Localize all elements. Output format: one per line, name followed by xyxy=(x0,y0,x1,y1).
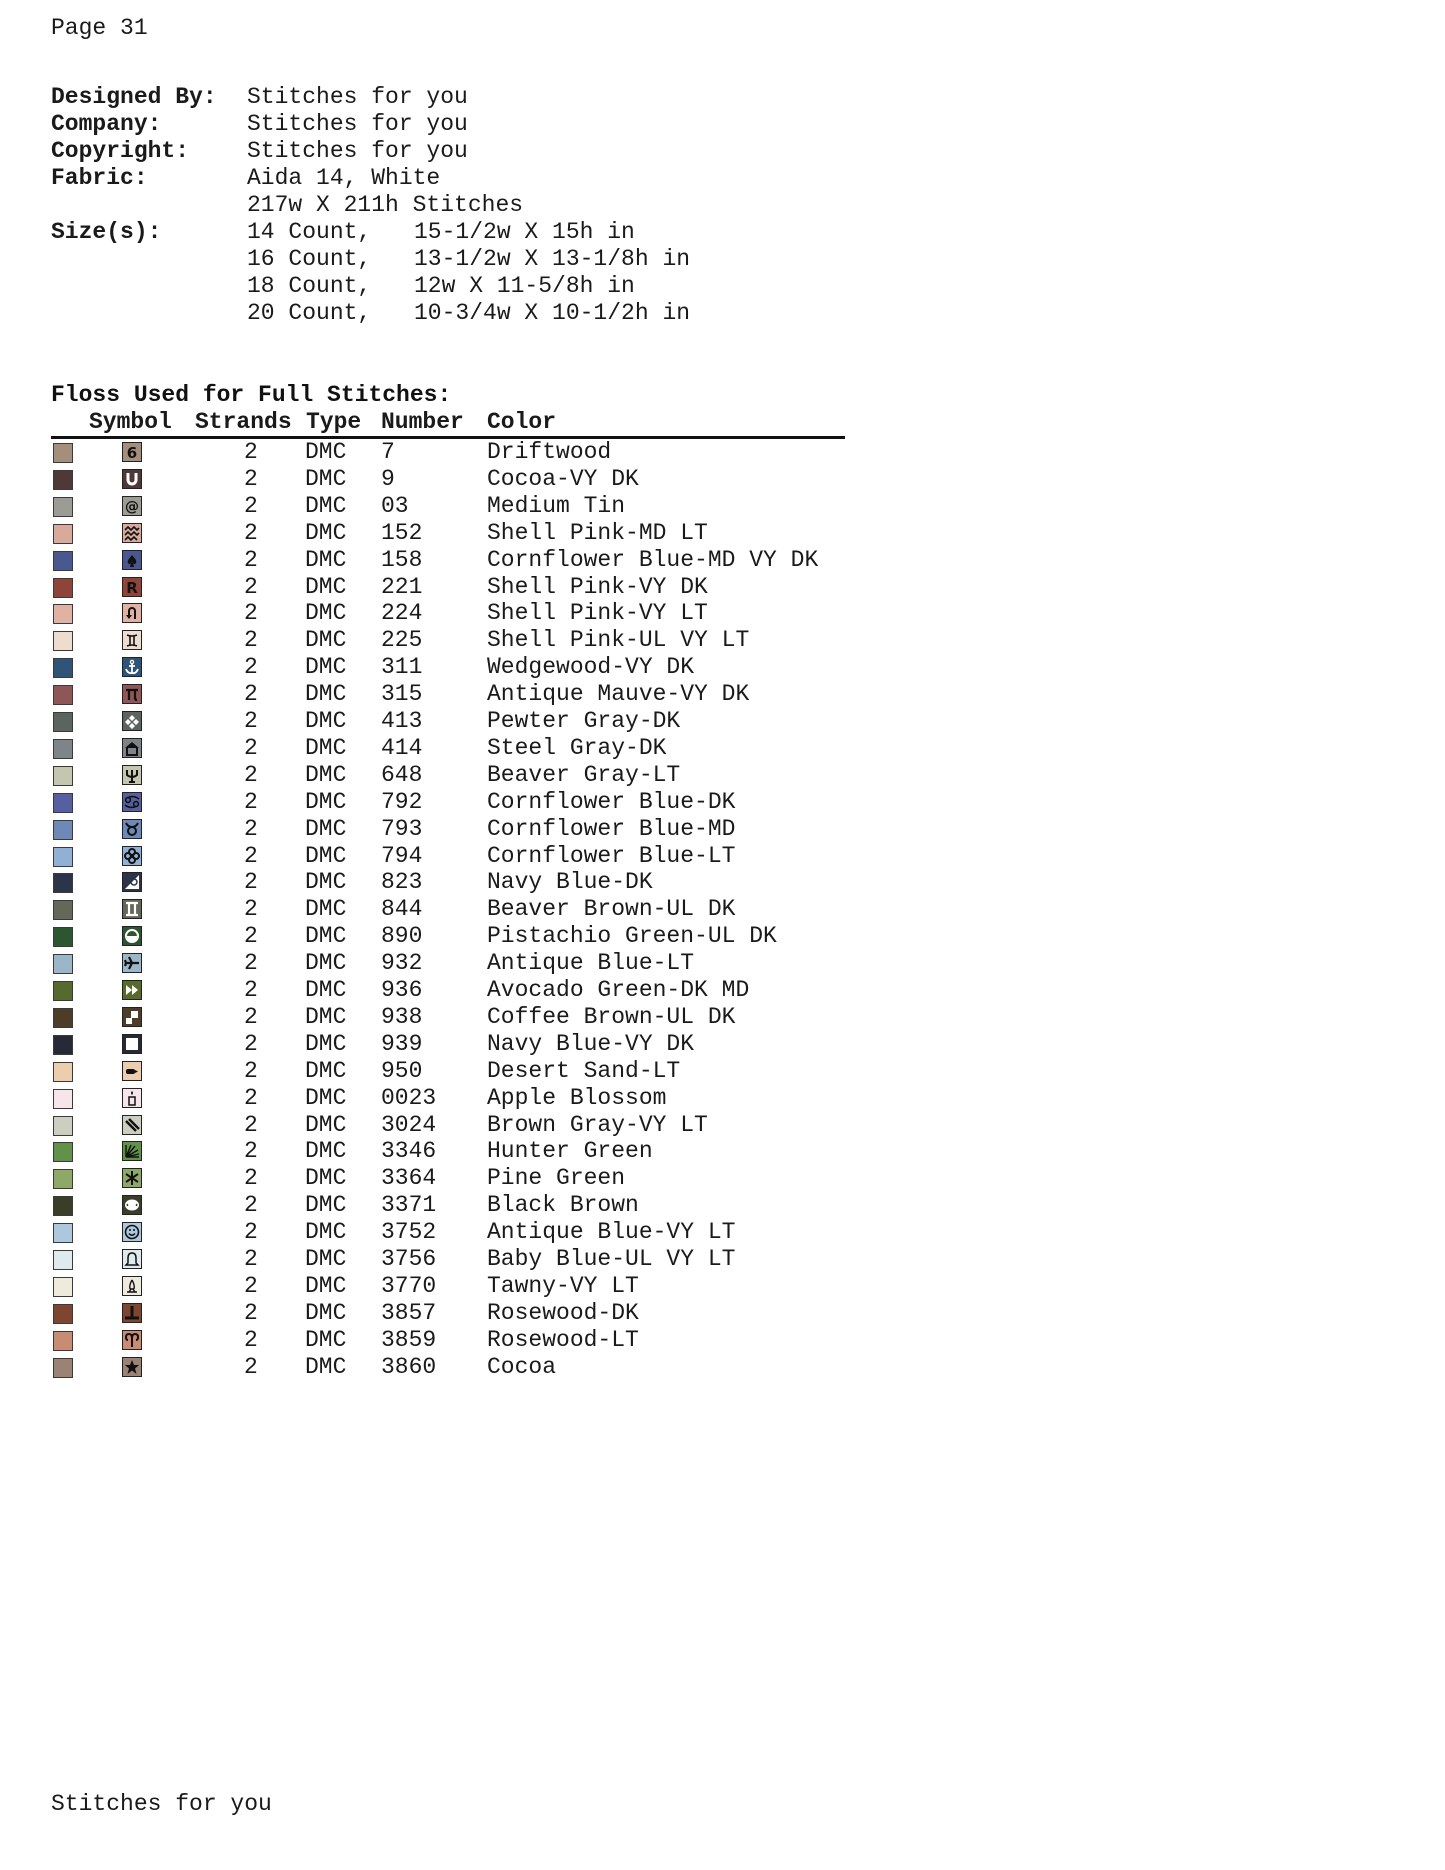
number-cell: 3024 xyxy=(381,1111,437,1138)
floss-row xyxy=(0,1085,900,1112)
color-swatch xyxy=(53,470,73,490)
column-header-type: Type xyxy=(306,409,362,435)
floss-row xyxy=(0,977,900,1004)
color-swatch xyxy=(53,739,73,759)
floss-row xyxy=(0,923,900,950)
color-name-cell: Cocoa xyxy=(487,1353,557,1380)
color-name-cell: Navy Blue-VY DK xyxy=(487,1030,695,1057)
floss-row xyxy=(0,1058,900,1085)
type-cell: DMC xyxy=(305,1219,347,1246)
type-cell: DMC xyxy=(305,950,347,977)
color-swatch xyxy=(53,900,73,920)
number-cell: 3346 xyxy=(381,1138,437,1165)
company-label: Company: xyxy=(51,111,162,137)
number-cell: 224 xyxy=(381,600,423,627)
number-cell: 3364 xyxy=(381,1165,437,1192)
floss-row xyxy=(0,762,900,789)
type-cell: DMC xyxy=(305,1111,347,1138)
color-swatch xyxy=(53,1089,73,1109)
number-cell: 413 xyxy=(381,708,423,734)
number-cell: 950 xyxy=(381,1057,423,1084)
inverted-t-icon xyxy=(122,1303,142,1323)
strands-cell: 2 xyxy=(244,734,258,761)
strands-cell: 2 xyxy=(244,492,258,519)
color-swatch xyxy=(53,712,73,732)
copyright-row xyxy=(51,138,751,165)
type-cell: DMC xyxy=(305,600,347,627)
strands-cell: 2 xyxy=(244,1165,258,1192)
quatrefoil-icon xyxy=(122,846,142,866)
size-row xyxy=(51,273,751,300)
color-name-cell: Rosewood-DK xyxy=(487,1299,639,1326)
floss-row xyxy=(0,520,900,547)
strands-cell: 2 xyxy=(244,708,258,734)
strands-cell: 2 xyxy=(244,977,258,1003)
letter-r-icon xyxy=(122,577,142,597)
floss-section-title: Floss Used for Full Stitches: xyxy=(51,382,452,408)
fast-forward-icon xyxy=(122,980,142,1000)
color-name-cell: Medium Tin xyxy=(487,492,626,519)
copyright-label: Copyright: xyxy=(51,138,190,164)
color-swatch xyxy=(53,1223,73,1243)
gemini-icon xyxy=(122,899,142,919)
type-cell: DMC xyxy=(305,1003,347,1030)
fabric-label: Fabric: xyxy=(51,165,148,191)
number-cell: 225 xyxy=(381,627,423,654)
strands-cell: 2 xyxy=(244,654,258,681)
color-name-cell: Cocoa-VY DK xyxy=(487,465,639,492)
floss-row xyxy=(0,654,900,681)
type-cell: DMC xyxy=(305,546,347,573)
floss-row xyxy=(0,1273,900,1300)
color-name-cell: Navy Blue-DK xyxy=(487,869,653,896)
strands-cell: 2 xyxy=(244,950,258,977)
type-cell: DMC xyxy=(305,439,347,465)
strands-cell: 2 xyxy=(244,1353,258,1380)
floss-row xyxy=(0,1004,900,1031)
type-cell: DMC xyxy=(305,573,347,600)
color-name-cell: Pewter Gray-DK xyxy=(487,708,681,734)
type-cell: DMC xyxy=(305,1326,347,1353)
color-name-cell: Shell Pink-MD LT xyxy=(487,519,708,546)
color-swatch xyxy=(53,524,73,544)
strands-cell: 2 xyxy=(244,1326,258,1353)
strands-cell: 2 xyxy=(244,1003,258,1030)
strands-cell: 2 xyxy=(244,681,258,708)
type-cell: DMC xyxy=(305,492,347,519)
color-swatch xyxy=(53,578,73,598)
size-count: 14 Count, xyxy=(247,219,372,245)
color-swatch xyxy=(53,927,73,947)
color-name-cell: Pistachio Green-UL DK xyxy=(487,923,777,950)
floss-row xyxy=(0,547,900,574)
candle-icon xyxy=(122,1088,142,1108)
strands-cell: 2 xyxy=(244,1057,258,1084)
number-cell: 221 xyxy=(381,573,423,600)
floss-row xyxy=(0,843,900,870)
color-swatch xyxy=(53,631,73,651)
star-icon xyxy=(122,1357,142,1377)
size-dimensions: 13-1/2w X 13-1/8h in xyxy=(414,246,691,272)
color-name-cell: Black Brown xyxy=(487,1192,639,1219)
fabric-row xyxy=(51,165,751,192)
number-cell: 793 xyxy=(381,815,423,842)
color-name-cell: Steel Gray-DK xyxy=(487,734,667,761)
floss-row xyxy=(0,1354,900,1381)
gemini-small-icon xyxy=(122,630,142,650)
size-count: 20 Count, xyxy=(247,300,372,326)
number-cell: 3770 xyxy=(381,1272,437,1299)
type-cell: DMC xyxy=(305,465,347,492)
color-name-cell: Avocado Green-DK MD xyxy=(487,977,750,1003)
airplane-icon xyxy=(122,953,142,973)
type-cell: DMC xyxy=(305,815,347,842)
number-cell: 0023 xyxy=(381,1084,437,1111)
designed-by-row xyxy=(51,84,751,111)
digit-6-icon xyxy=(122,442,142,462)
at-sign-icon xyxy=(122,496,142,516)
company-value: Stitches for you xyxy=(247,111,468,137)
type-cell: DMC xyxy=(305,788,347,815)
color-name-cell: Wedgewood-VY DK xyxy=(487,654,695,681)
spade-icon xyxy=(122,550,142,570)
strands-cell: 2 xyxy=(244,869,258,896)
type-cell: DMC xyxy=(305,842,347,869)
type-cell: DMC xyxy=(305,977,347,1003)
floss-row xyxy=(0,574,900,601)
floss-row xyxy=(0,1192,900,1219)
floss-row xyxy=(0,869,900,896)
floss-row xyxy=(0,1327,900,1354)
floss-row xyxy=(0,1300,900,1327)
type-cell: DMC xyxy=(305,1165,347,1192)
number-cell: 938 xyxy=(381,1003,423,1030)
floss-row xyxy=(0,1246,900,1273)
floss-row xyxy=(0,1031,900,1058)
number-cell: 823 xyxy=(381,869,423,896)
size-dimensions: 10-3/4w X 10-1/2h in xyxy=(414,300,691,326)
strands-cell: 2 xyxy=(244,1192,258,1219)
type-cell: DMC xyxy=(305,761,347,788)
floss-row xyxy=(0,681,900,708)
column-header-strands: Strands xyxy=(195,409,292,435)
strands-cell: 2 xyxy=(244,1299,258,1326)
floss-row xyxy=(0,896,900,923)
designed-by-value: Stitches for you xyxy=(247,84,468,110)
floss-row xyxy=(0,439,900,466)
type-cell: DMC xyxy=(305,1353,347,1380)
color-swatch xyxy=(53,443,73,463)
color-swatch xyxy=(53,873,73,893)
number-cell: 648 xyxy=(381,761,423,788)
color-swatch xyxy=(53,1304,73,1324)
sizes-label: Size(s): xyxy=(51,219,162,245)
floss-row xyxy=(0,1165,900,1192)
color-swatch xyxy=(53,1116,73,1136)
type-cell: DMC xyxy=(305,627,347,654)
floss-row xyxy=(0,627,900,654)
type-cell: DMC xyxy=(305,896,347,923)
number-cell: 7 xyxy=(381,439,395,465)
strands-cell: 2 xyxy=(244,519,258,546)
floss-row xyxy=(0,789,900,816)
color-name-cell: Shell Pink-VY DK xyxy=(487,573,708,600)
number-cell: 3752 xyxy=(381,1219,437,1246)
number-cell: 03 xyxy=(381,492,409,519)
color-swatch xyxy=(53,604,73,624)
number-cell: 9 xyxy=(381,465,395,492)
size-row xyxy=(51,219,751,246)
column-header-number: Number xyxy=(381,409,464,435)
color-swatch xyxy=(53,1277,73,1297)
floss-row xyxy=(0,466,900,493)
strands-cell: 2 xyxy=(244,439,258,465)
anchor-icon xyxy=(122,657,142,677)
color-swatch xyxy=(53,1008,73,1028)
type-cell: DMC xyxy=(305,519,347,546)
color-name-cell: Coffee Brown-UL DK xyxy=(487,1003,736,1030)
color-name-cell: Beaver Brown-UL DK xyxy=(487,896,736,923)
stitches-row xyxy=(51,192,751,219)
number-cell: 152 xyxy=(381,519,423,546)
color-name-cell: Shell Pink-UL VY LT xyxy=(487,627,750,654)
type-cell: DMC xyxy=(305,708,347,734)
pi-icon xyxy=(122,684,142,704)
color-swatch xyxy=(53,497,73,517)
color-name-cell: Pine Green xyxy=(487,1165,626,1192)
aries-icon xyxy=(122,1330,142,1350)
strands-cell: 2 xyxy=(244,465,258,492)
size-dimensions: 12w X 11-5/8h in xyxy=(414,273,635,299)
number-cell: 794 xyxy=(381,842,423,869)
color-name-cell: Driftwood xyxy=(487,439,612,465)
strands-cell: 2 xyxy=(244,573,258,600)
color-swatch xyxy=(53,1035,73,1055)
size-dimensions: 15-1/2w X 15h in xyxy=(414,219,635,245)
color-swatch xyxy=(53,1358,73,1378)
type-cell: DMC xyxy=(305,1030,347,1057)
number-cell: 158 xyxy=(381,546,423,573)
floss-row xyxy=(0,950,900,977)
floss-row xyxy=(0,708,900,735)
color-name-cell: Apple Blossom xyxy=(487,1084,667,1111)
psi-icon xyxy=(122,765,142,785)
strands-cell: 2 xyxy=(244,1138,258,1165)
color-swatch xyxy=(53,954,73,974)
column-header-color: Color xyxy=(487,409,557,435)
strands-cell: 2 xyxy=(244,1246,258,1272)
strands-cell: 2 xyxy=(244,761,258,788)
size-count: 16 Count, xyxy=(247,246,372,272)
strands-cell: 2 xyxy=(244,788,258,815)
size-row xyxy=(51,300,751,327)
color-swatch xyxy=(53,793,73,813)
floss-row xyxy=(0,816,900,843)
strands-cell: 2 xyxy=(244,1084,258,1111)
type-cell: DMC xyxy=(305,1299,347,1326)
designed-by-label: Designed By: xyxy=(51,84,217,110)
color-name-cell: Cornflower Blue-LT xyxy=(487,842,736,869)
strands-cell: 2 xyxy=(244,1030,258,1057)
number-cell: 3859 xyxy=(381,1326,437,1353)
svg-text:R: R xyxy=(126,578,138,595)
white-square-icon xyxy=(122,1034,142,1054)
type-cell: DMC xyxy=(305,1084,347,1111)
smiley-icon xyxy=(122,1222,142,1242)
number-cell: 792 xyxy=(381,788,423,815)
floss-row xyxy=(0,1112,900,1139)
color-swatch xyxy=(53,658,73,678)
floss-row xyxy=(0,735,900,762)
color-swatch xyxy=(53,847,73,867)
floss-row xyxy=(0,1138,900,1165)
strands-cell: 2 xyxy=(244,1219,258,1246)
double-slash-icon xyxy=(122,1115,142,1135)
number-cell: 844 xyxy=(381,896,423,923)
color-swatch xyxy=(53,1250,73,1270)
strands-cell: 2 xyxy=(244,546,258,573)
type-cell: DMC xyxy=(305,654,347,681)
color-name-cell: Antique Blue-LT xyxy=(487,950,695,977)
strands-cell: 2 xyxy=(244,600,258,627)
number-cell: 936 xyxy=(381,977,423,1003)
color-name-cell: Cornflower Blue-MD VY DK xyxy=(487,546,819,573)
svg-text:6: 6 xyxy=(126,444,138,460)
strands-cell: 2 xyxy=(244,815,258,842)
number-cell: 315 xyxy=(381,681,423,708)
u-shape-icon xyxy=(122,469,142,489)
diamonds-icon xyxy=(122,711,142,731)
type-cell: DMC xyxy=(305,1057,347,1084)
squares-icon xyxy=(122,1007,142,1027)
floss-row xyxy=(0,493,900,520)
type-cell: DMC xyxy=(305,1138,347,1165)
vase-icon xyxy=(122,1276,142,1296)
house-icon xyxy=(122,738,142,758)
aquarius-icon xyxy=(122,523,142,543)
color-name-cell: Hunter Green xyxy=(487,1138,653,1165)
number-cell: 414 xyxy=(381,734,423,761)
number-cell: 890 xyxy=(381,923,423,950)
color-swatch xyxy=(53,981,73,1001)
color-swatch xyxy=(53,551,73,571)
size-count: 18 Count, xyxy=(247,273,372,299)
color-name-cell: Cornflower Blue-MD xyxy=(487,815,736,842)
color-swatch xyxy=(53,1142,73,1162)
pill-icon xyxy=(122,1061,142,1081)
color-name-cell: Cornflower Blue-DK xyxy=(487,788,736,815)
column-header-symbol: Symbol xyxy=(89,409,172,435)
number-cell: 3756 xyxy=(381,1246,437,1272)
floss-row xyxy=(0,1219,900,1246)
oval-icon xyxy=(122,1195,142,1215)
bell-icon xyxy=(122,1249,142,1269)
stitch-count-value: 217w X 211h Stitches xyxy=(247,192,524,218)
color-name-cell: Antique Mauve-VY DK xyxy=(487,681,750,708)
color-name-cell: Antique Blue-VY LT xyxy=(487,1219,736,1246)
company-row xyxy=(51,111,751,138)
type-cell: DMC xyxy=(305,681,347,708)
color-swatch xyxy=(53,820,73,840)
return-arrow-icon xyxy=(122,603,142,623)
cancer-icon xyxy=(122,792,142,812)
color-name-cell: Desert Sand-LT xyxy=(487,1057,681,1084)
color-swatch xyxy=(53,1196,73,1216)
number-cell: 3860 xyxy=(381,1353,437,1380)
strands-cell: 2 xyxy=(244,1111,258,1138)
type-cell: DMC xyxy=(305,923,347,950)
strands-cell: 2 xyxy=(244,842,258,869)
size-row xyxy=(51,246,751,273)
type-cell: DMC xyxy=(305,869,347,896)
type-cell: DMC xyxy=(305,1272,347,1299)
color-name-cell: Brown Gray-VY LT xyxy=(487,1111,708,1138)
number-cell: 932 xyxy=(381,950,423,977)
color-name-cell: Baby Blue-UL VY LT xyxy=(487,1246,736,1272)
fabric-value: Aida 14, White xyxy=(247,165,441,191)
color-name-cell: Rosewood-LT xyxy=(487,1326,639,1353)
copyright-value: Stitches for you xyxy=(247,138,468,164)
strands-cell: 2 xyxy=(244,627,258,654)
number-cell: 3857 xyxy=(381,1299,437,1326)
type-cell: DMC xyxy=(305,734,347,761)
number-cell: 311 xyxy=(381,654,423,681)
strands-cell: 2 xyxy=(244,1272,258,1299)
color-swatch xyxy=(53,1331,73,1351)
color-swatch xyxy=(53,685,73,705)
color-name-cell: Tawny-VY LT xyxy=(487,1272,639,1299)
asterisk-icon xyxy=(122,1168,142,1188)
color-swatch xyxy=(53,766,73,786)
number-cell: 3371 xyxy=(381,1192,437,1219)
page-footer: Stitches for you xyxy=(51,1791,272,1817)
type-cell: DMC xyxy=(305,1246,347,1272)
color-swatch xyxy=(53,1062,73,1082)
number-cell: 939 xyxy=(381,1030,423,1057)
color-name-cell: Shell Pink-VY LT xyxy=(487,600,708,627)
half-circle-icon xyxy=(122,926,142,946)
sunburst-icon xyxy=(122,1141,142,1161)
compass-icon xyxy=(122,872,142,892)
taurus-icon xyxy=(122,819,142,839)
strands-cell: 2 xyxy=(244,923,258,950)
svg-text:@: @ xyxy=(125,498,139,514)
type-cell: DMC xyxy=(305,1192,347,1219)
floss-row xyxy=(0,600,900,627)
color-swatch xyxy=(53,1169,73,1189)
page-number: Page 31 xyxy=(51,15,148,41)
strands-cell: 2 xyxy=(244,896,258,923)
color-name-cell: Beaver Gray-LT xyxy=(487,761,681,788)
